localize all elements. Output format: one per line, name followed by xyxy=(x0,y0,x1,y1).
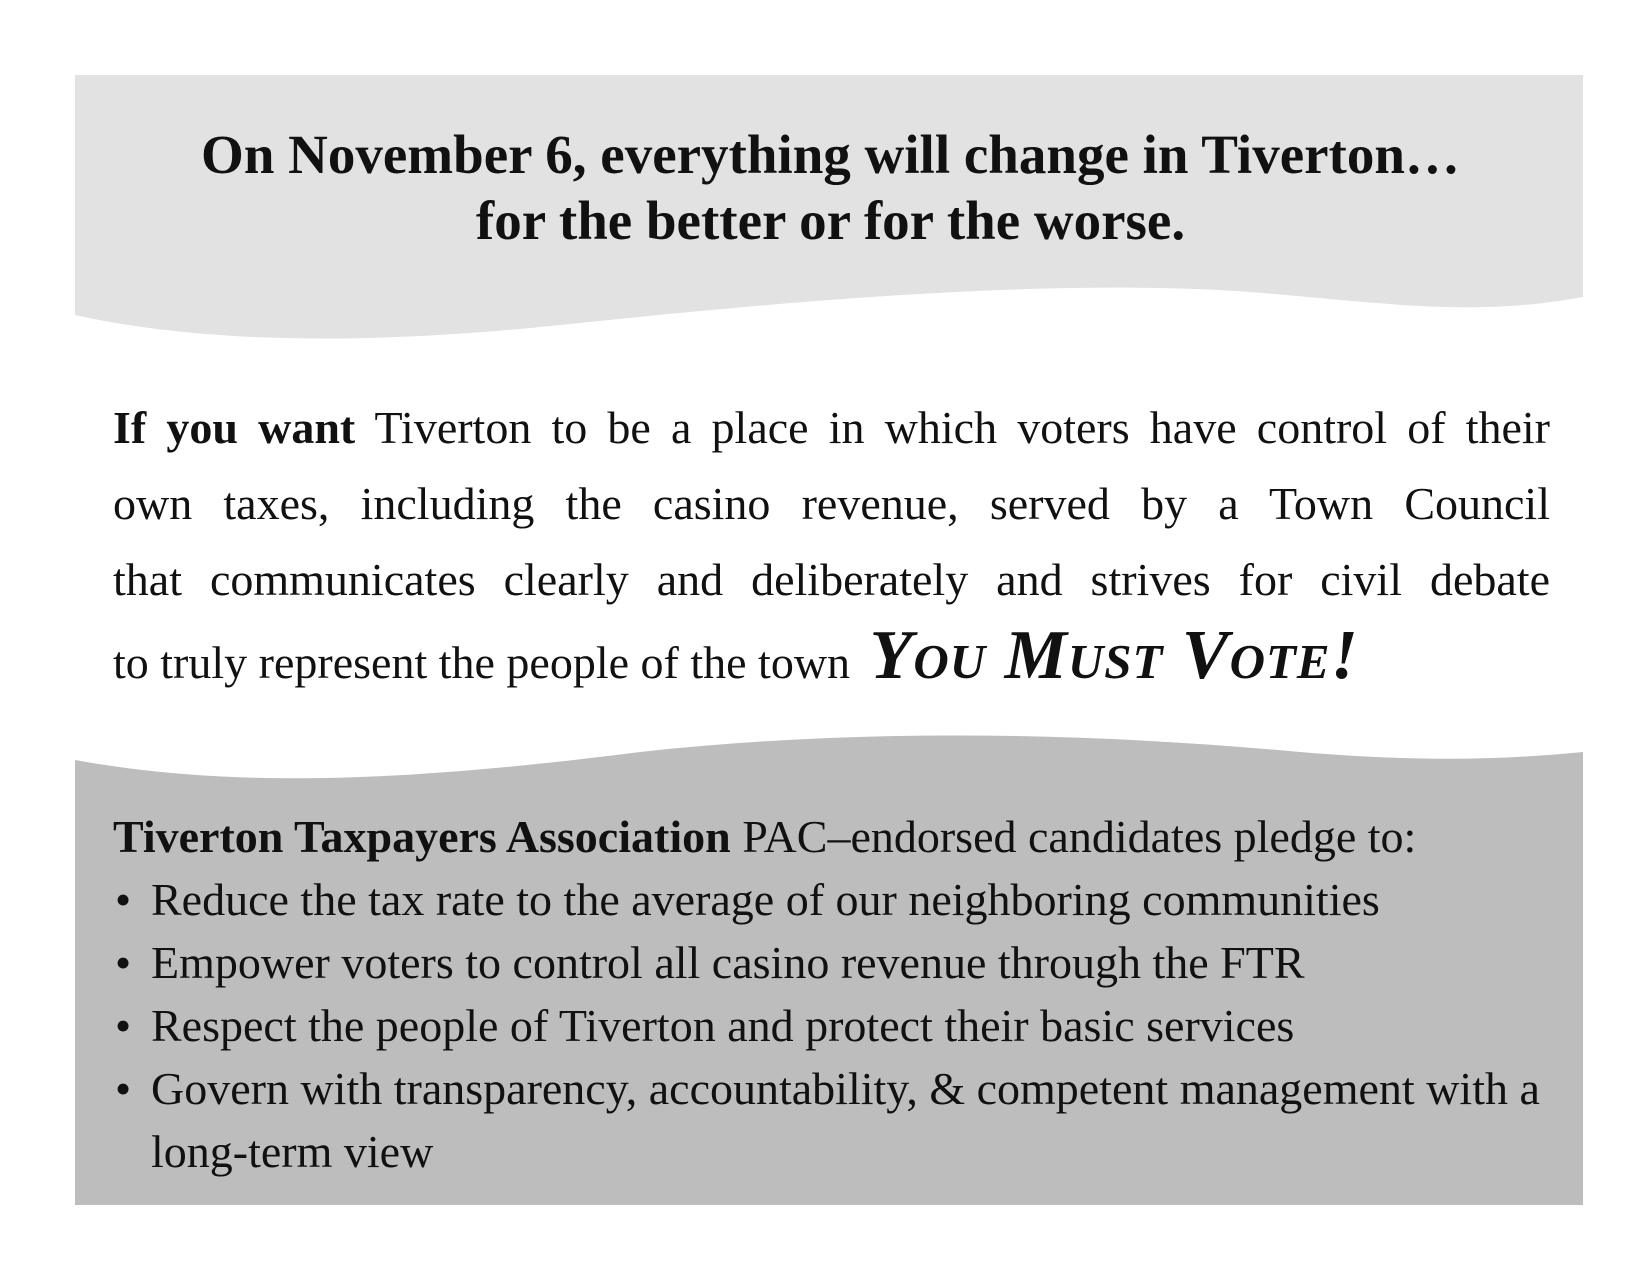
bullet-icon: • xyxy=(115,874,132,925)
headline-line-2: for the better or for the worse. xyxy=(475,190,1186,251)
lead-phrase: If you want xyxy=(113,402,356,453)
body-line-4 xyxy=(113,618,1550,701)
pledge-intro xyxy=(113,805,1573,868)
bullet-icon: • xyxy=(115,1000,132,1051)
list-item xyxy=(113,994,1573,1057)
body-line-2: own taxes, including the casino revenue, served by a Town Council xyxy=(113,478,1550,529)
body-paragraph xyxy=(113,390,1550,701)
list-item-text: Respect the people of Tiverton and protect their basic services xyxy=(151,1000,1295,1051)
body-line-4-text: to truly represent the people of the town xyxy=(113,637,851,688)
body-line-3: that communicates clearly and deliberately and strives for civil debate xyxy=(113,554,1550,605)
list-item-text: Empower voters to control all casino revenue through the FTR xyxy=(151,937,1305,988)
call-to-action: You Must Vote! xyxy=(869,617,1359,694)
list-item xyxy=(113,931,1573,994)
list-item-text: Reduce the tax rate to the average of our neighboring communities xyxy=(151,874,1380,925)
list-item xyxy=(113,868,1573,931)
bullet-icon: • xyxy=(115,937,132,988)
list-item xyxy=(113,1057,1573,1183)
pledge-intro-text: PAC–endorsed candidates pledge to: xyxy=(730,811,1417,862)
headline-line-1: On November 6, everything will change in Tiverton… xyxy=(201,124,1460,185)
headline xyxy=(75,122,1586,254)
bullet-icon: • xyxy=(115,1063,132,1114)
body-line-1 xyxy=(113,390,1550,466)
body-line-1-text: Tiverton to be a place in which voters have control of their xyxy=(355,402,1550,453)
pledge-section xyxy=(113,805,1573,1183)
list-item-text: Govern with transparency, accountability, & competent management with a long-term view xyxy=(151,1063,1540,1177)
pledge-list xyxy=(113,868,1573,1183)
organization-name: Tiverton Taxpayers Association xyxy=(113,811,731,862)
